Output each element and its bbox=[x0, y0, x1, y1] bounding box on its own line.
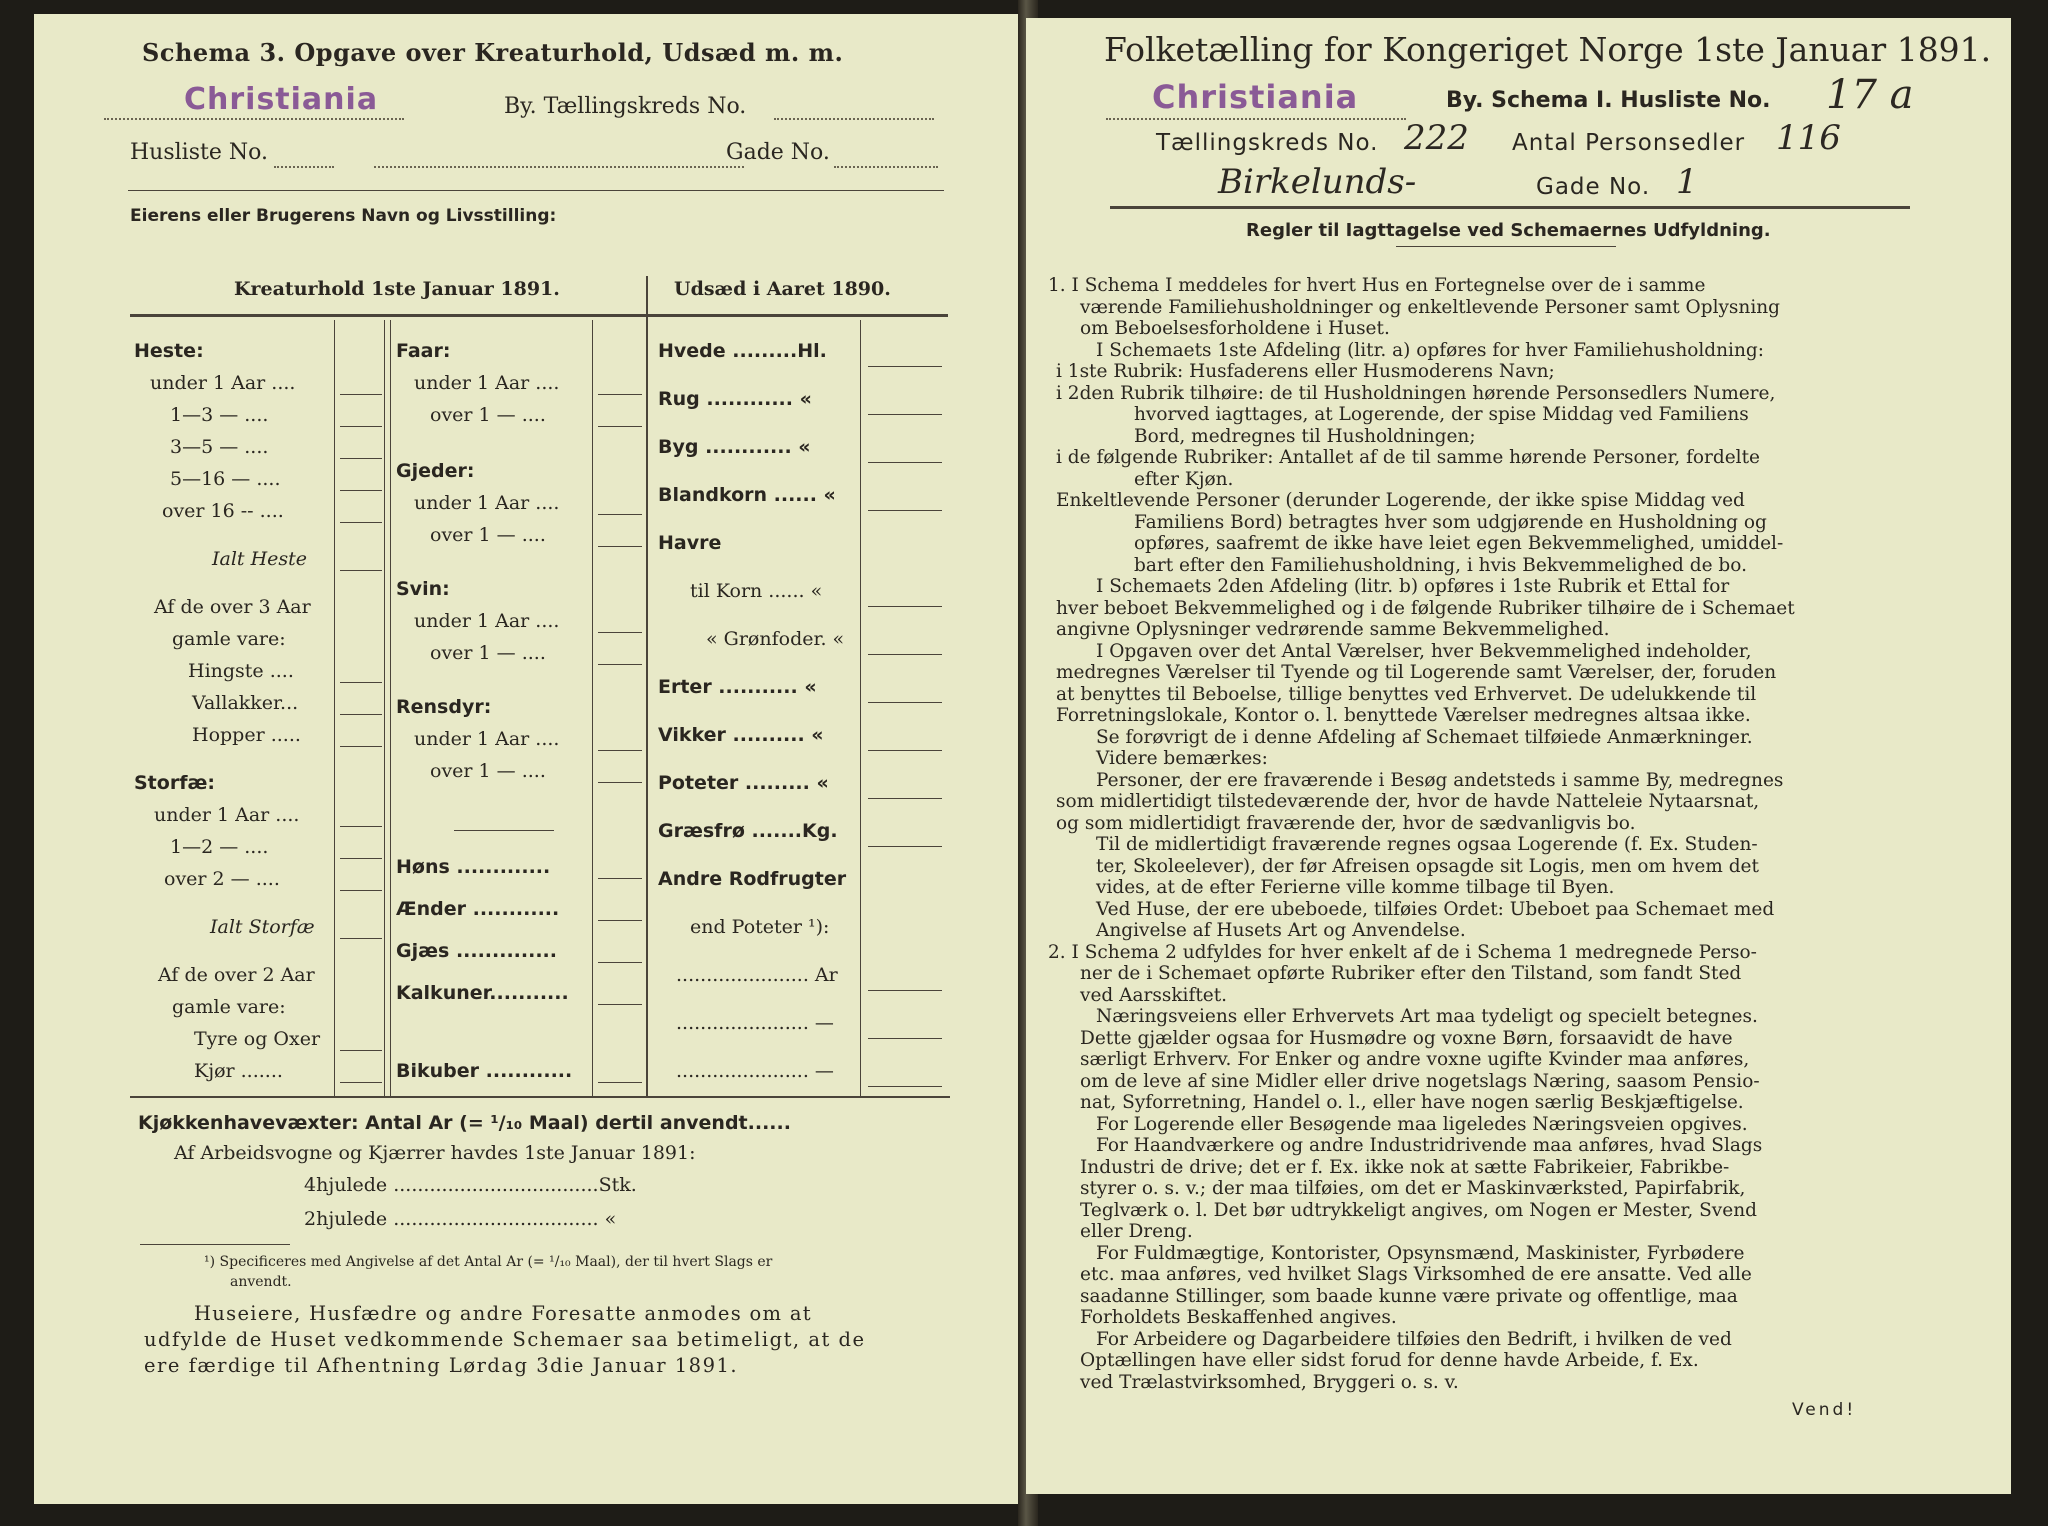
rules-line: saadanne Stillinger, som baade kunne være private og offentlige, maa bbox=[1080, 1285, 1738, 1307]
rules-line: i 1ste Rubrik: Husfaderens eller Husmoderens Navn; bbox=[1056, 361, 1555, 382]
entry-line bbox=[598, 664, 642, 665]
christiania-stamp: Christiania bbox=[184, 82, 379, 117]
udsaed-header: Udsæd i Aaret 1890. bbox=[674, 278, 891, 300]
rules-line: 2. I Schema 2 udfyldes for hver enkelt af de i Schema 1 medregnede Perso- bbox=[1048, 941, 1757, 963]
entry-line bbox=[598, 962, 642, 963]
rules-line: særligt Erhverv. For Enker og andre voxne ugifte Kvinder maa anføres, bbox=[1080, 1049, 1750, 1070]
gade-value: Birkelunds- bbox=[1218, 162, 1417, 202]
entry-line bbox=[868, 702, 942, 703]
rules-line: værende Familiehusholdninger og enkeltlevende Personer samt Oplysning bbox=[1080, 296, 1781, 318]
rules-line: Til de midlertidigt fraværende regnes ogsaa Logerende (f. Ex. Studen- bbox=[1096, 834, 1758, 855]
kreds-value: 222 bbox=[1404, 118, 1469, 158]
entry-line bbox=[868, 510, 942, 511]
husliste-value: 17 a bbox=[1826, 72, 1914, 118]
right-page-schema-1 bbox=[1026, 18, 2011, 1494]
faar-gjeder-row: Ænder ............ bbox=[396, 898, 560, 920]
entry-line bbox=[598, 394, 642, 395]
rules-line: Ved Huse, der ere ubeboede, tilføies Ordet: Ubeboet paa Schemaet med bbox=[1096, 898, 1775, 920]
header-divider bbox=[1110, 206, 1910, 209]
rules-line: styrer o. s. v.; der maa tilføies, om det er Maskinværksted, Papirfabrik, bbox=[1080, 1178, 1746, 1199]
schema-3-title: Schema 3. Opgave over Kreaturhold, Udsæd m. m. bbox=[142, 38, 844, 67]
rules-line: Næringsveiens eller Erhvervets Art maa tydeligt og specielt betegnes. bbox=[1096, 1006, 1758, 1027]
entry-line bbox=[598, 514, 642, 515]
antal-value: 116 bbox=[1776, 118, 1841, 158]
heste-storfae-row: over 2 — .... bbox=[164, 868, 280, 890]
heste-storfae-row: over 16 -- .... bbox=[162, 500, 284, 522]
entry-line bbox=[340, 890, 382, 891]
gade-label: Gade No. bbox=[726, 140, 830, 165]
rules-line: i 2den Rubrik tilhøire: de til Husholdningen hørende Personsedlers Numere, bbox=[1056, 382, 1776, 404]
heste-storfae-row: Tyre og Oxer bbox=[194, 1028, 321, 1050]
gade-label-right: Gade No. bbox=[1536, 174, 1651, 200]
udsaed-row: Vikker .......... « bbox=[658, 724, 824, 746]
rules-line: og som midlertidigt fraværende der, hvor de sædvanligvis bo. bbox=[1056, 812, 1636, 834]
faar-gjeder-row: under 1 Aar .... bbox=[414, 492, 560, 514]
heste-storfae-row: Hopper ..... bbox=[192, 724, 301, 746]
rules-line: opføres, saafremt de ikke have leiet egen Bekvemmelighed, umiddel- bbox=[1134, 533, 1784, 554]
closing-line-2: udfylde de Huset vedkommende Schemaer saa betimeligt, at de bbox=[144, 1328, 866, 1351]
faar-gjeder-row: Bikuber ............ bbox=[396, 1060, 573, 1082]
rules-line: ner de i Schemaet opførte Rubriker efter den Tilstand, som fandt Sted bbox=[1080, 963, 1742, 984]
heste-storfae-row: 1—2 — .... bbox=[170, 836, 269, 858]
heste-storfae-row: gamle vare: bbox=[172, 628, 286, 650]
faar-gjeder-row: over 1 — .... bbox=[430, 642, 546, 664]
kreaturhold-header: Kreaturhold 1ste Januar 1891. bbox=[234, 278, 560, 300]
udsaed-row: Erter ........... « bbox=[658, 676, 817, 698]
rules-line: hver beboet Bekvemmelighed og i de følgende Rubriker tilhøire de i Schemaet bbox=[1056, 597, 1795, 619]
faar-gjeder-row: under 1 Aar .... bbox=[414, 728, 560, 750]
separator-line bbox=[454, 830, 554, 831]
faar-gjeder-row: under 1 Aar .... bbox=[414, 372, 560, 394]
antal-label: Antal Personsedler bbox=[1512, 130, 1746, 156]
faar-gjeder-row: Rensdyr: bbox=[396, 696, 492, 718]
2hjulede-line: 2hjulede .................................. « bbox=[304, 1208, 617, 1230]
udsaed-row: Poteter ......... « bbox=[658, 772, 829, 794]
entry-line bbox=[598, 546, 642, 547]
rules-line: Forholdets Beskaffenhed angives. bbox=[1080, 1307, 1397, 1328]
kjokkenhave-text: Kjøkkenhavevæxter: Antal Ar (= ¹/₁₀ Maal) dertil anvendt...... bbox=[138, 1112, 791, 1134]
4hjulede-line: 4hjulede ..................................Stk. bbox=[304, 1174, 637, 1196]
faar-gjeder-row: over 1 — .... bbox=[430, 760, 546, 782]
entry-line bbox=[868, 750, 942, 751]
faar-gjeder-row: over 1 — .... bbox=[430, 524, 546, 546]
heste-storfae-row: 1—3 — .... bbox=[170, 404, 269, 426]
heste-storfae-row: Heste: bbox=[134, 340, 204, 362]
rules-line: nat, Syforretning, Handel o. l., eller have nogen særlig Beskjæftigelse. bbox=[1080, 1092, 1744, 1113]
rules-line: Dette gjælder ogsaa for Husmødre og voxne Børn, forsaavidt de have bbox=[1080, 1027, 1733, 1049]
udsaed-row: end Poteter ¹): bbox=[690, 916, 830, 938]
entry-line bbox=[598, 1004, 642, 1005]
city-dotted-line bbox=[104, 118, 404, 120]
entry-line bbox=[868, 990, 942, 991]
rules-line: etc. maa anføres, ved hvilket Slags Virksomhed de ere ansatte. Ved alle bbox=[1080, 1264, 1752, 1285]
entry-line bbox=[340, 426, 382, 427]
rules-line: Enkeltlevende Personer (derunder Logerende, der ikke spise Middag ved bbox=[1056, 490, 1745, 511]
rules-title: Regler til Iagttagelse ved Schemaernes Udfyldning. bbox=[1246, 220, 1771, 241]
entry-line bbox=[598, 632, 642, 633]
entry-line bbox=[340, 714, 382, 715]
rules-line: For Haandværkere og andre Industridrivende maa anføres, hvad Slags bbox=[1096, 1135, 1763, 1156]
udsaed-row: Græsfrø .......Kg. bbox=[658, 820, 838, 842]
entry-line bbox=[340, 826, 382, 827]
entry-line bbox=[868, 798, 942, 799]
entry-line bbox=[340, 394, 382, 395]
rules-line: hvorved iagttages, at Logerende, der spise Middag ved Familiens bbox=[1134, 404, 1749, 425]
entry-line bbox=[598, 782, 642, 783]
entry-line bbox=[598, 1082, 642, 1083]
rules-line: angivne Oplysninger vedrørende samme Bekvemmelighed. bbox=[1056, 619, 1610, 640]
footnote-rule bbox=[140, 1244, 290, 1245]
divider bbox=[128, 190, 944, 191]
by-schema-label: By. Schema I. Husliste No. bbox=[1446, 88, 1771, 113]
rules-line: For Arbeidere og Dagarbeidere tilføies den Bedrift, i hvilken de ved bbox=[1096, 1328, 1732, 1350]
rules-line: vides, at de efter Ferierne ville komme tilbage til Byen. bbox=[1096, 877, 1615, 898]
table-col-divider bbox=[390, 320, 391, 1096]
by-kreds-label: By. Tællingskreds No. bbox=[504, 94, 747, 119]
entry-line bbox=[340, 858, 382, 859]
closing-line-3: ere færdige til Afhentning Lørdag 3die Januar 1891. bbox=[144, 1354, 739, 1377]
faar-gjeder-row: Svin: bbox=[396, 578, 450, 600]
udsaed-row: « Grønfoder. « bbox=[706, 628, 845, 650]
table-value-col bbox=[860, 320, 861, 1096]
table-value-col bbox=[592, 320, 593, 1096]
rules-line: For Logerende eller Besøgende maa ligeledes Næringsveien opgives. bbox=[1096, 1113, 1748, 1135]
entry-line bbox=[868, 1086, 942, 1087]
rules-line: Optællingen have eller sidst forud for denne havde Arbeide, f. Ex. bbox=[1080, 1350, 1699, 1371]
heste-storfae-row: 5—16 — .... bbox=[170, 468, 281, 490]
footnote-line-1: ¹) Specificeres med Angivelse af det Antal Ar (= ¹/₁₀ Maal), der til hvert Slags er bbox=[204, 1254, 773, 1270]
entry-line bbox=[340, 570, 382, 571]
kreds-label: Tællingskreds No. bbox=[1156, 130, 1379, 156]
table-header-line-right bbox=[648, 314, 948, 317]
entry-line bbox=[868, 366, 942, 367]
gade-no-value: 1 bbox=[1676, 162, 1698, 202]
faar-gjeder-row: Gjeder: bbox=[396, 460, 475, 482]
entry-line bbox=[868, 654, 942, 655]
rules-line: som midlertidigt tilstedeværende der, hvor de havde Natteleie Nytaarsnat, bbox=[1056, 791, 1760, 812]
entry-line bbox=[868, 606, 942, 607]
entry-line bbox=[340, 746, 382, 747]
rules-line: ter, Skoleelever), der før Afreisen opsagde sit Logis, men om hvem det bbox=[1096, 855, 1759, 877]
kreds-dotted-line bbox=[774, 118, 934, 120]
rules-line: i de følgende Rubriker: Antallet af de til samme hørende Personer, fordelte bbox=[1056, 447, 1760, 468]
rules-line: Personer, der ere fraværende i Besøg andetsteds i samme By, medregnes bbox=[1096, 769, 1784, 791]
closing-line-1: Huseiere, Husfædre og andre Foresatte anmodes om at bbox=[194, 1302, 812, 1325]
footnote-line-2: anvendt. bbox=[230, 1274, 292, 1290]
faar-gjeder-row: Faar: bbox=[396, 340, 451, 362]
rules-line: Videre bemærkes: bbox=[1096, 748, 1268, 769]
faar-gjeder-row: Høns ............. bbox=[396, 856, 551, 878]
heste-storfae-row: Hingste .... bbox=[188, 660, 294, 682]
rules-line: om Beboelsesforholdene i Huset. bbox=[1080, 318, 1390, 339]
rules-line: eller Dreng. bbox=[1080, 1221, 1193, 1242]
udsaed-row: Andre Rodfrugter bbox=[658, 868, 847, 890]
city-dotted-line-right bbox=[1106, 118, 1406, 120]
rules-line: Angivelse af Husets Art og Anvendelse. bbox=[1096, 920, 1466, 941]
entry-line bbox=[340, 490, 382, 491]
husliste-dotted-line bbox=[274, 166, 334, 168]
udsaed-row: ...................... Ar bbox=[676, 964, 838, 986]
rules-line: bart efter den Familiehusholdning, i hvis Bekvemmelighed de bo. bbox=[1134, 554, 1747, 576]
entry-line bbox=[340, 458, 382, 459]
entry-line bbox=[598, 920, 642, 921]
entry-line bbox=[598, 878, 642, 879]
udsaed-row: Hvede .........Hl. bbox=[658, 340, 827, 362]
rules-line: Bord, medregnes til Husholdningen; bbox=[1134, 425, 1476, 447]
entry-line bbox=[868, 462, 942, 463]
udsaed-row: Havre bbox=[658, 532, 722, 554]
udsaed-row: ...................... — bbox=[676, 1060, 834, 1082]
heste-storfae-row: under 1 Aar .... bbox=[150, 372, 296, 394]
eier-label: Eierens eller Brugerens Navn og Livsstilling: bbox=[130, 206, 557, 226]
rules-line: Teglværk o. l. Det bør udtrykkeligt angives, om Nogen er Mester, Svend bbox=[1080, 1199, 1757, 1221]
udsaed-row: ...................... — bbox=[676, 1012, 834, 1034]
gade-no-dotted-line bbox=[834, 166, 938, 168]
rules-line: Se forøvrigt de i denne Afdeling af Schemaet tilføiede Anmærkninger. bbox=[1096, 726, 1753, 748]
heste-storfae-row: Kjør ....... bbox=[194, 1060, 283, 1082]
vend-label: Vend! bbox=[1792, 1400, 1857, 1420]
heste-storfae-row: 3—5 — .... bbox=[170, 436, 269, 458]
faar-gjeder-row: under 1 Aar .... bbox=[414, 610, 560, 632]
entry-line bbox=[340, 682, 382, 683]
table-value-col bbox=[334, 320, 335, 1096]
gade-dotted-line bbox=[374, 166, 744, 168]
entry-line bbox=[868, 414, 942, 415]
heste-storfae-row: gamle vare: bbox=[172, 996, 286, 1018]
rules-line: medregnes Værelser til Tyende og til Logerende samt Værelser, der, foruden bbox=[1056, 662, 1777, 683]
heste-storfae-row: Ialt Storfæ bbox=[210, 916, 315, 938]
rules-title-rule bbox=[1396, 246, 1616, 247]
rules-line: om de leve af sine Midler eller drive nogetslags Næring, saasom Pensio- bbox=[1080, 1070, 1760, 1092]
christiania-stamp-right: Christiania bbox=[1152, 78, 1359, 116]
heste-storfae-row: under 1 Aar .... bbox=[154, 804, 300, 826]
table-header-line bbox=[130, 314, 648, 317]
rules-line: For Fuldmægtige, Kontorister, Opsynsmænd, Maskinister, Fyrbødere bbox=[1096, 1242, 1745, 1264]
heste-storfae-row: Ialt Heste bbox=[212, 548, 308, 570]
heste-storfae-row: Af de over 3 Aar bbox=[154, 596, 311, 618]
entry-line bbox=[868, 1038, 942, 1039]
heste-storfae-row: Af de over 2 Aar bbox=[158, 964, 315, 986]
udsaed-row: til Korn ...... « bbox=[690, 580, 823, 602]
rules-line: at benyttes til Beboelse, tillige benyttes ved Erhvervet. De udelukkende til bbox=[1056, 683, 1757, 705]
entry-line bbox=[598, 750, 642, 751]
rules-line: ved Aarsskiftet. bbox=[1080, 984, 1228, 1006]
arbeidsvogne-line: Af Arbeidsvogne og Kjærrer havdes 1ste Januar 1891: bbox=[174, 1142, 696, 1164]
entry-line bbox=[340, 938, 382, 939]
rules-line: I Opgaven over det Antal Værelser, hver Bekvemmelighed indeholder, bbox=[1096, 640, 1752, 662]
table-bottom-line bbox=[130, 1096, 950, 1098]
rules-line: Forretningslokale, Kontor o. l. benyttede Værelser medregnes altsaa ikke. bbox=[1056, 705, 1751, 726]
rules-line: Industri de drive; det er f. Ex. ikke nok at sætte Fabrikeier, Fabrikbe- bbox=[1080, 1156, 1730, 1178]
udsaed-row: Byg ............ « bbox=[658, 436, 811, 458]
census-title: Folketælling for Kongeriget Norge 1ste Januar 1891. bbox=[1104, 30, 1992, 69]
faar-gjeder-row: over 1 — .... bbox=[430, 404, 546, 426]
entry-line bbox=[340, 1082, 382, 1083]
faar-gjeder-row: Gjæs .............. bbox=[396, 940, 557, 962]
rules-line: efter Kjøn. bbox=[1134, 468, 1234, 490]
entry-line bbox=[598, 426, 642, 427]
udsaed-row: Rug ............ « bbox=[658, 388, 812, 410]
entry-line bbox=[340, 522, 382, 523]
rules-line: I Schemaets 1ste Afdeling (litr. a) opføres for hver Familiehusholdning: bbox=[1096, 339, 1764, 361]
left-page-schema-3 bbox=[34, 14, 1034, 1504]
entry-line bbox=[868, 846, 942, 847]
table-col-divider bbox=[384, 320, 385, 1096]
rules-line: Familiens Bord) betragtes hver som udgjørende en Husholdning og bbox=[1134, 511, 1767, 533]
rules-line: 1. I Schema I meddeles for hvert Hus en Fortegnelse over de i samme bbox=[1048, 275, 1706, 296]
kjokkenhave-line bbox=[138, 1112, 791, 1134]
udsaed-row: Blandkorn ...... « bbox=[658, 484, 836, 506]
husliste-label: Husliste No. bbox=[130, 140, 268, 165]
heste-storfae-row: Storfæ: bbox=[134, 772, 215, 794]
heste-storfae-row: Vallakker... bbox=[192, 692, 299, 714]
entry-line bbox=[340, 1050, 382, 1051]
rules-line: I Schemaets 2den Afdeling (litr. b) opføres i 1ste Rubrik et Ettal for bbox=[1096, 576, 1730, 597]
rules-line: ved Trælastvirksomhed, Bryggeri o. s. v. bbox=[1080, 1371, 1459, 1393]
table-divider-udsaed bbox=[646, 276, 648, 1096]
faar-gjeder-row: Kalkuner........... bbox=[396, 982, 569, 1004]
